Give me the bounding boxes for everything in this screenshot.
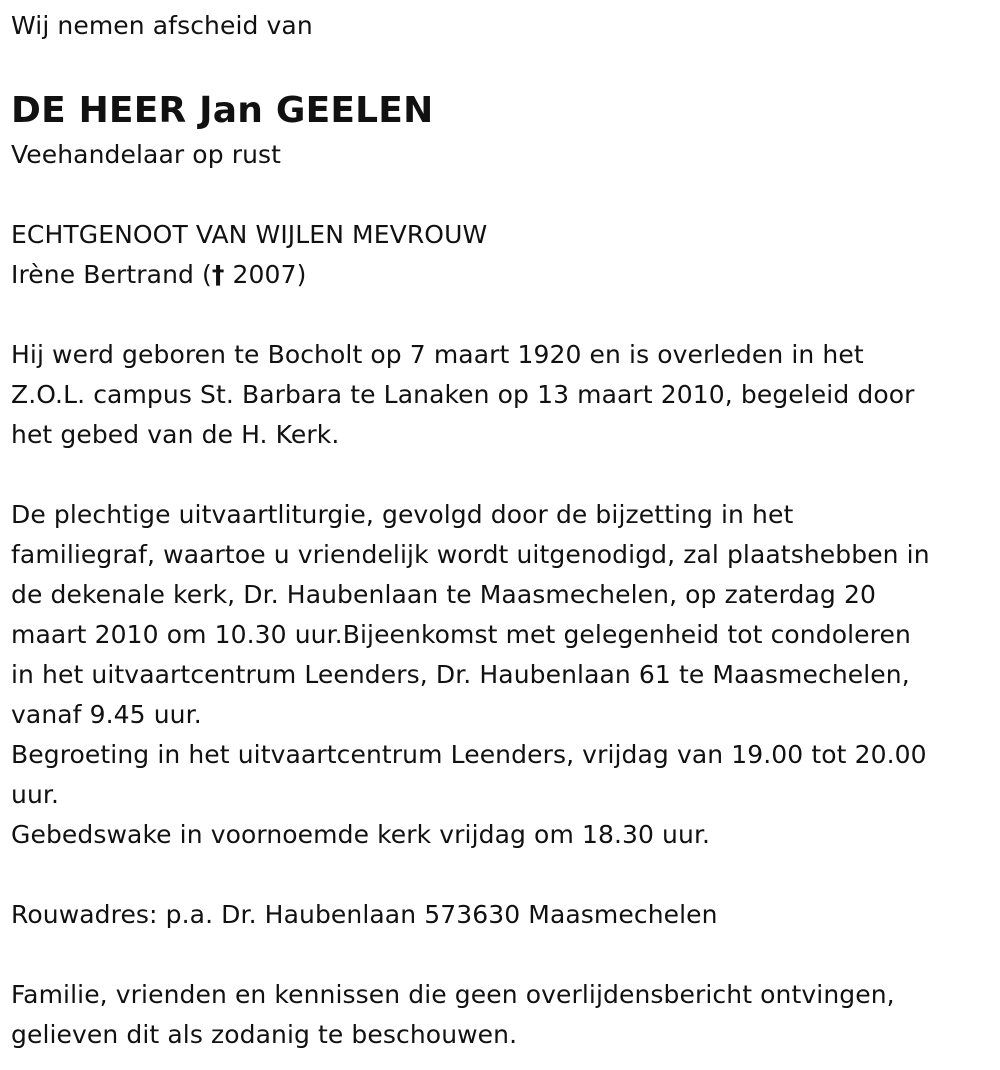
spouse-name: [11, 255, 991, 295]
paragraph-line: vanaf 9.45 uur.: [11, 700, 202, 729]
paragraph-line: in het uitvaartcentrum Leenders, Dr. Haubenlaan 61 te Maasmechelen,: [11, 660, 910, 689]
closing-paragraph: [11, 975, 991, 1055]
intro-text: Wij nemen afscheid van: [11, 11, 313, 40]
paragraph-line: De plechtige uitvaartliturgie, gevolgd door de bijzetting in het: [11, 500, 794, 529]
occupation: Veehandelaar op rust: [11, 140, 282, 169]
paragraph-line: maart 2010 om 10.30 uur.Bijeenkomst met gelegenheid tot condoleren: [11, 620, 911, 649]
paragraph-line: Z.O.L. campus St. Barbara te Lanaken op 13 maart 2010, begeleid door: [11, 380, 915, 409]
spouse-name-text: Irène Bertrand (: [11, 260, 212, 289]
funeral-paragraph: [11, 495, 991, 855]
spacer: [11, 855, 991, 895]
obituary-notice: [11, 0, 991, 1055]
paragraph-line: uur.: [11, 780, 60, 809]
spouse-death-year: 2007): [224, 260, 307, 289]
mourning-address: Rouwadres: p.a. Dr. Haubenlaan 573630 Maasmechelen: [11, 900, 718, 929]
cross-icon: †: [211, 260, 225, 289]
paragraph-line: Familie, vrienden en kennissen die geen overlijdensbericht ontvingen,: [11, 980, 895, 1009]
deceased-name: DE HEER Jan GEELEN: [11, 90, 434, 131]
paragraph-line: de dekenale kerk, Dr. Haubenlaan te Maasmechelen, op zaterdag 20: [11, 580, 876, 609]
paragraph-line: familiegraf, waartoe u vriendelijk wordt uitgenodigd, zal plaatshebben in: [11, 540, 930, 569]
spacer: [11, 455, 991, 495]
paragraph-line: Hij werd geboren te Bocholt op 7 maart 1920 en is overleden in het: [11, 340, 864, 369]
spacer: [11, 175, 991, 215]
paragraph-line: gelieven dit als zodanig te beschouwen.: [11, 1020, 518, 1049]
spouse-label: ECHTGENOOT VAN WIJLEN MEVROUW: [11, 220, 488, 249]
paragraph-line: Begroeting in het uitvaartcentrum Leenders, vrijdag van 19.00 tot 20.00: [11, 740, 927, 769]
spacer: [11, 935, 991, 975]
birth-death-paragraph: [11, 335, 991, 455]
spacer: [11, 295, 991, 335]
paragraph-line: het gebed van de H. Kerk.: [11, 420, 340, 449]
paragraph-line: Gebedswake in voornoemde kerk vrijdag om 18.30 uur.: [11, 820, 711, 849]
